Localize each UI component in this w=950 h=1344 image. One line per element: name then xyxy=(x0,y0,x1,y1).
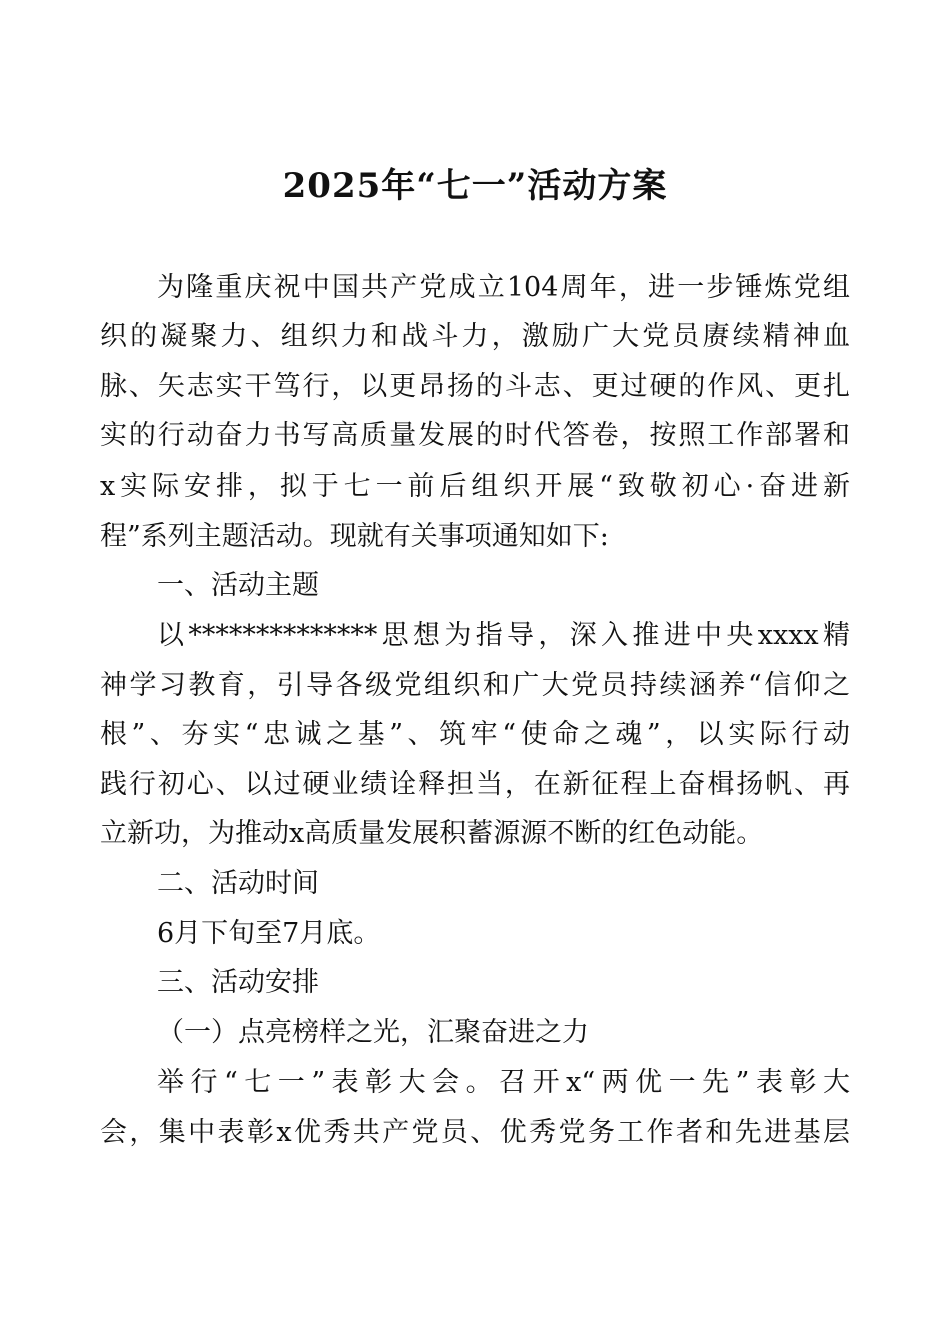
paragraph-1-line-2: 织的凝聚力、组织力和战斗力，激励广大党员赓续精神血 xyxy=(100,321,850,352)
paragraph-2-line-2: 神学习教育，引导各级党组织和广大党员持续涵养“信仰之 xyxy=(100,670,850,701)
paragraph-2-line-5: 立新功，为推动x高质量发展积蓄源源不断的红色动能。 xyxy=(100,818,764,849)
paragraph-1-line-5: x实际安排，拟于七一前后组织开展“致敬初心·奋进新 xyxy=(100,471,850,502)
paragraph-1-line-4: 实的行动奋力书写高质量发展的时代答卷，按照工作部署和 xyxy=(100,420,850,451)
paragraph-2-line-3: 根”、夯实“忠诚之基”、筑牢“使命之魂”，以实际行动 xyxy=(100,719,850,750)
document-title: 2025年“七一”活动方案 xyxy=(282,166,668,206)
paragraph-1-line-6: 程”系列主题活动。现就有关事项通知如下: xyxy=(100,521,609,552)
paragraph-1-line-1: 为隆重庆祝中国共产党成立104周年，进一步锤炼党组 xyxy=(157,272,850,303)
paragraph-3-line-1: 举行“七一”表彰大会。召开x“两优一先”表彰大 xyxy=(157,1067,850,1098)
subsection-heading-1: （一）点亮榜样之光，汇聚奋进之力 xyxy=(157,1017,589,1048)
section-heading-arrangement: 三、活动安排 xyxy=(157,967,319,998)
section-heading-time: 二、活动时间 xyxy=(157,868,319,899)
section-heading-theme: 一、活动主题 xyxy=(157,570,319,601)
paragraph-2-line-1: 以**************思想为指导，深入推进中央xxxx精 xyxy=(157,620,850,651)
paragraph-3-line-2: 会，集中表彰x优秀共产党员、优秀党务工作者和先进基层 xyxy=(100,1117,850,1148)
paragraph-1-line-3: 脉、矢志实干笃行，以更昂扬的斗志、更过硬的作风、更扎 xyxy=(100,371,850,402)
paragraph-2-line-4: 践行初心、以过硬业绩诠释担当，在新征程上奋楫扬帆、再 xyxy=(100,769,850,800)
activity-time-text: 6月下旬至7月底。 xyxy=(157,918,381,949)
